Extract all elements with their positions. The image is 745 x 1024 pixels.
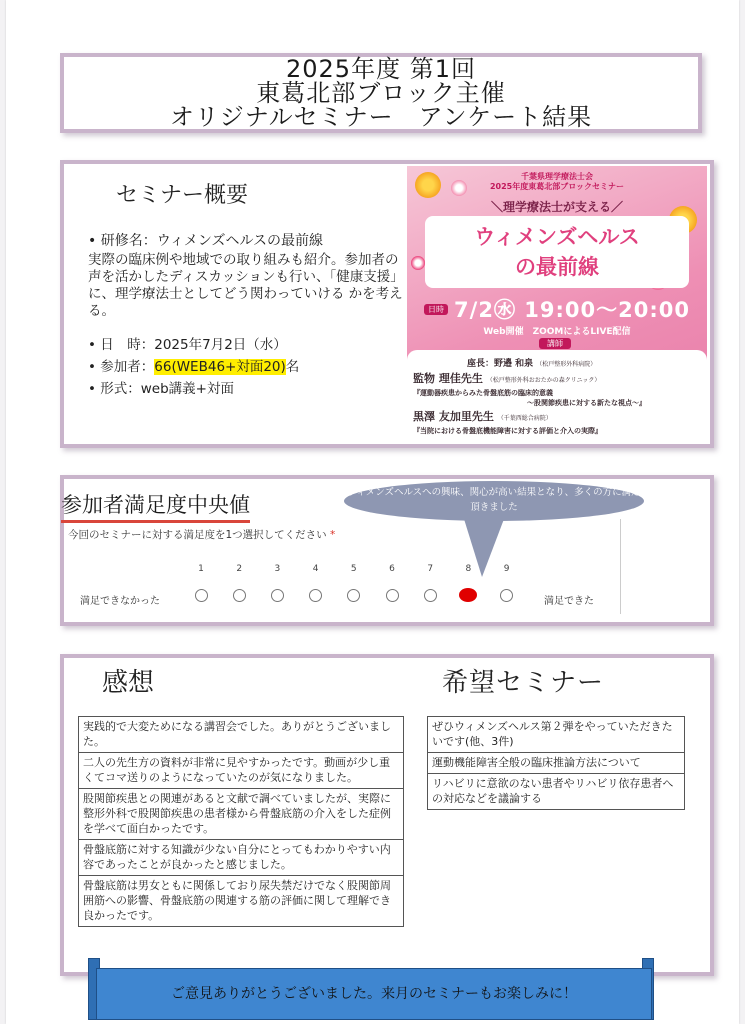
scale-number: 2 [236, 564, 243, 574]
wish-cell: 運動機能障害全般の臨床推論方法について [428, 753, 685, 774]
scale-number: 5 [350, 564, 357, 574]
scale-radio[interactable] [233, 589, 246, 602]
table-row [428, 774, 685, 810]
flyer-date-value: 7/2㊌ 19:00～20:00 [454, 298, 690, 322]
question-text: 今回のセミナーに対する満足度を1つ選択してください [68, 529, 327, 541]
seminar-flyer [407, 166, 707, 442]
satisfaction-question [68, 527, 335, 542]
comment-cell: 股関節疾患との関連があると文献で調べていましたが、実際に整形外科で股関節疾患の患者様から骨盤底筋の介入をした症例を学べて面白かったです。 [79, 789, 404, 840]
scale-number: 1 [198, 564, 204, 574]
scale-number: 6 [389, 564, 395, 574]
flyer-org-line1: 千葉県理学療法士会 [521, 172, 593, 181]
comments-table [78, 716, 404, 927]
flyer-tagline: ＼理学療法士が支える／ [490, 200, 623, 214]
scale-number: 7 [427, 564, 434, 574]
seminar-date: • 日 時：2025年7月2日（水） [88, 337, 287, 353]
flyer-speaker-1 [413, 370, 600, 386]
scale-number: 3 [274, 564, 281, 574]
wish-cell: リハビリに意欲のない患者やリハビリ依存患者への対応などを議論する [428, 774, 685, 810]
divider [620, 519, 621, 614]
table-row [428, 753, 685, 774]
flyer-title-line2: の最前線 [515, 255, 599, 279]
flyer-lecturer-label: 講師 [539, 338, 571, 349]
table-row [79, 753, 404, 789]
training-name: • 研修名：ウィメンズヘルスの最前線 [88, 233, 324, 249]
wishes-table [427, 716, 685, 810]
comment-cell: 実践的で大変ためになる講習会でした。ありがとうございました。 [79, 717, 404, 753]
speaker2-topic: 『当院における骨盤底機能障害に対する評価と介入の実際』 [413, 427, 602, 435]
wish-cell: ぜひウィメンズヘルス第２弾をやっていただきたいです(他、3件) [428, 717, 685, 753]
flyer-chair [467, 356, 596, 369]
participants-count: 66(WEB46+対面20) [154, 359, 286, 375]
flower-icon [411, 256, 425, 270]
participants-label: • 参加者： [88, 359, 155, 375]
speaker1-topic: 『運動器疾患からみた骨盤底筋の臨床的意義 [413, 389, 553, 397]
scale-number: 8 [465, 564, 472, 574]
table-row [79, 840, 404, 876]
flyer-web-info: Web開催 ZOOMによるLIVE配信 [483, 327, 631, 337]
scale-number: 4 [312, 564, 319, 574]
table-row [428, 717, 685, 753]
flyer-title [425, 216, 689, 288]
comment-cell: 骨盤底筋は男女ともに関係しており尿失禁だけでなく股関節周囲筋への影響、骨盤底筋の関連する筋の評価に関して理解でき良かったです。 [79, 876, 404, 927]
footer-ribbon: ご意見ありがとうございました。来月のセミナーもお楽しみに！ [96, 968, 652, 1020]
speaker2-name: 黒澤 友加里先生 [413, 410, 494, 423]
overview-panel [60, 160, 714, 448]
comment-cell: 骨盤底筋に対する知識が少ない自分にとってもわかりやすい内容であったことが良かったと感じました。 [79, 840, 404, 876]
satisfaction-panel [60, 475, 714, 626]
flyer-datetime [407, 294, 707, 324]
comment-cell: 二人の先生方の資料が非常に見やすかったです。動画が少し重くてコマ送りのようになっていたのが気になりました。 [79, 753, 404, 789]
table-row [79, 789, 404, 840]
speaker1-affil: （松戸整形外科おおたかの森クリニック） [486, 377, 601, 384]
title-panel [60, 53, 702, 133]
flyer-chair-affil: （松戸整形外科病院） [536, 361, 597, 368]
table-row [79, 876, 404, 927]
scale-radio[interactable] [424, 589, 437, 602]
scale-radio[interactable] [271, 589, 284, 602]
scale-radio[interactable] [195, 589, 208, 602]
flyer-chair-name: 座長：野邉 和泉 [467, 359, 534, 369]
required-mark: * [330, 529, 336, 541]
scale-high-label: 満足できた [544, 596, 594, 607]
satisfaction-heading: 参加者満足度中央値 [61, 489, 250, 523]
flyer-organizer [407, 172, 707, 192]
scale-radio[interactable] [500, 589, 513, 602]
flyer-org-line2: 2025年度東葛北部ブロックセミナー [489, 182, 625, 191]
scale-radio[interactable] [309, 589, 322, 602]
speaker2-affil: （千葉西総合病院） [497, 415, 552, 422]
scale-low-label: 満足できなかった [80, 596, 160, 607]
flyer-speakers [407, 350, 707, 442]
flyer-speaker-2 [413, 408, 552, 424]
feedback-panel [60, 654, 714, 976]
wishes-heading: 希望セミナー [442, 668, 605, 698]
seminar-description: 実際の臨床例や地域での取り組みも紹介。参加者の声を活かしたディスカッションも行い、「健康支援」に、理学療法士としてどう関わっていける かを考える。 [88, 252, 404, 319]
flyer-title-line1: ウィメンズヘルス [474, 225, 640, 249]
participants [88, 356, 299, 378]
comments-heading: 感想 [102, 668, 155, 698]
seminar-format: • 形式：web講義+対面 [88, 381, 234, 397]
title-line-2: 東葛北部ブロック主催 [256, 79, 506, 107]
overview-details [88, 334, 299, 400]
table-row [79, 717, 404, 753]
overview-heading: セミナー概要 [116, 183, 249, 208]
speaker1-name: 監物 理佳先生 [413, 372, 483, 385]
comment-bubble: ウィメンズヘルスへの興味、関心が高い結果となり、多くの方に満足頂きました [344, 481, 644, 521]
flyer-date-label: 日時 [424, 304, 448, 315]
scale-radio[interactable] [386, 589, 399, 602]
scale-number: 9 [503, 564, 510, 574]
title-line-3: オリジナルセミナー アンケート結果 [169, 103, 593, 131]
title-line-1: 2025年度 第1回 [286, 55, 476, 83]
speaker1-topic-sub: ～股関節疾患に対する新たな視点～』 [527, 399, 646, 407]
participants-unit: 名 [285, 359, 300, 375]
